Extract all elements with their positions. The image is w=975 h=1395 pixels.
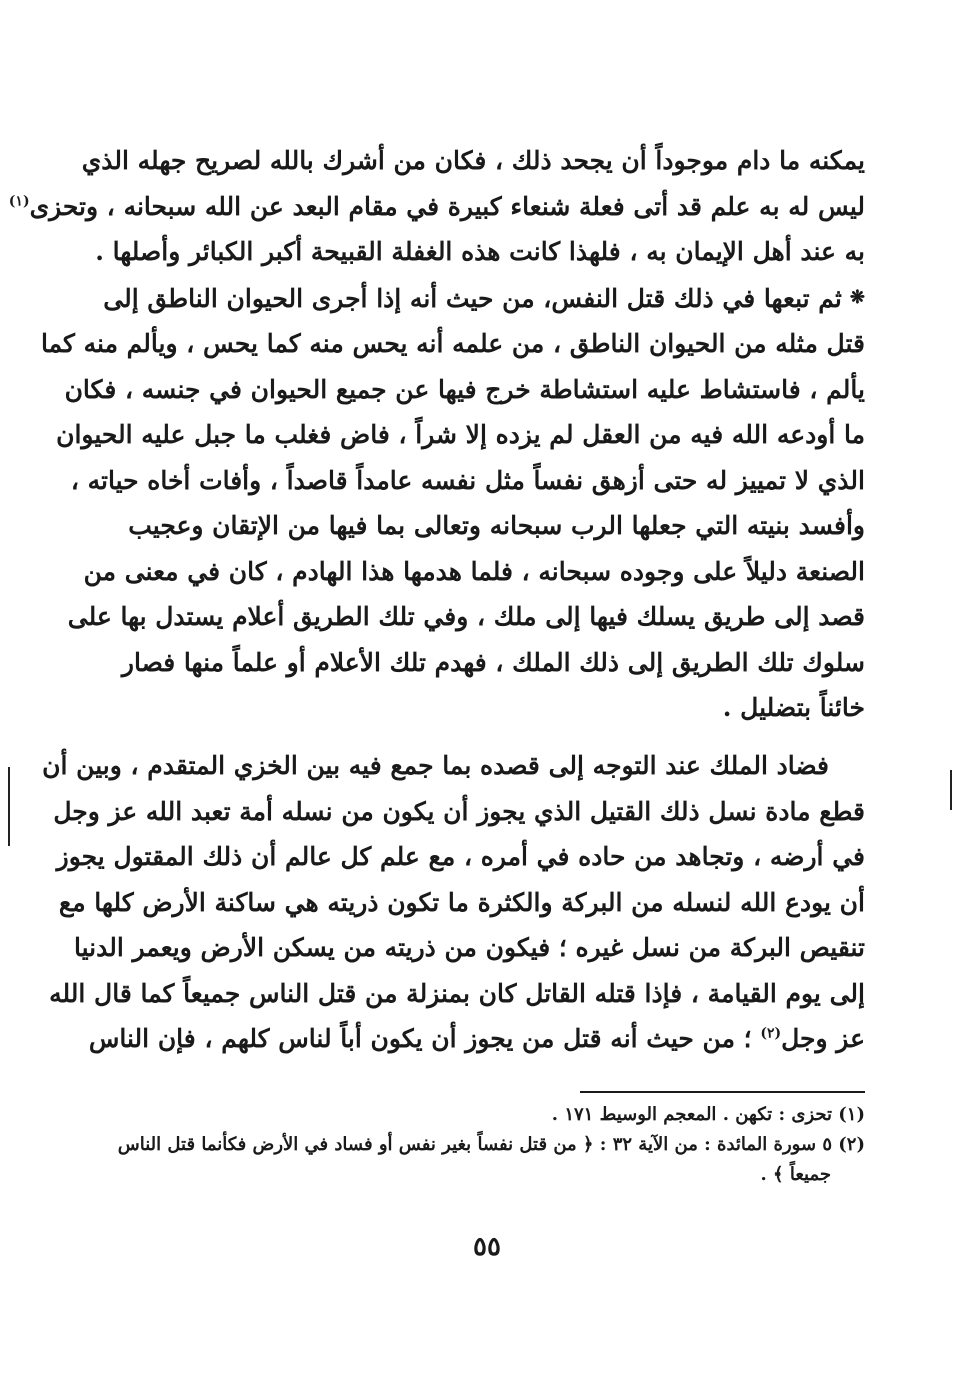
text-line: قتل مثله من الحيوان الناطق ، من علمه أنه يحس منه كما يحس ، ويألم منه كما xyxy=(40,329,865,358)
text-line: خائناً بتضليل . xyxy=(722,693,865,722)
footnote-ref: (١) xyxy=(8,193,30,210)
text-line: به عند أهل الإيمان به ، فلهذا كانت هذه الغفلة القبيحة أكبر الكبائر وأصلها . xyxy=(95,237,865,266)
text-line xyxy=(88,1016,865,1062)
text-line: الذي لا تمييز له حتى أزهق نفساً مثل نفسه عامداً قاصداً ، وأفات أخاه حياته ، xyxy=(70,465,865,495)
text-line: يألم ، فاستشاط عليه استشاطة خرج فيها عن جميع الحيوان في جنسه ، فكان xyxy=(64,374,865,404)
text-line: ما أودعه الله فيه من العقل لم يزده إلا شراً ، فاض فغلب ما جبل عليه الحيوان xyxy=(56,420,865,449)
text-line: أن يودع الله لنسله من البركة والكثرة ما تكون ذريته هي ساكنة الأرض كلها مع xyxy=(58,887,865,917)
page-number: ٥٥ xyxy=(473,1232,501,1262)
footnote-ref: (٢) xyxy=(760,1025,782,1042)
footnote-separator xyxy=(580,1091,865,1093)
quran-quote: ﴿ من قتل نفساً بغير نفس أو فساد في الأرض فكأنما قتل الناس xyxy=(117,1134,594,1155)
text-line: الصنعة دليلاً على وجوده سبحانه ، فلما هدمها هذا الهادم ، كان في معنى من xyxy=(83,556,865,586)
scan-margin-mark xyxy=(8,767,10,846)
text-line xyxy=(103,275,865,322)
text-line: إلى يوم القيامة ، فإذا قتله القاتل كان بمنزلة من قتل الناس جميعاً كما قال الله xyxy=(49,978,865,1008)
footnote-2-continued: جميعاً ﴾ . xyxy=(760,1164,831,1185)
footnote-1: (١) تحزى : تكهن . المعجم الوسيط ١٧١ . xyxy=(551,1104,865,1125)
scan-margin-mark xyxy=(950,770,952,810)
text-line: فضاد الملك عند التوجه إلى قصده بما جمع فيه بين الخزي المتقدم ، وبين أن xyxy=(42,751,829,780)
emphasis-run: قتل النفس xyxy=(551,283,666,313)
text-line: سلوك تلك الطريق إلى ذلك الملك ، فهدم تلك الأعلام أو علماً منها فصار xyxy=(121,647,865,677)
text-line: يمكنه ما دام موجوداً أن يجحد ذلك ، فكان من أشرك بالله لصريح جهله الذي xyxy=(81,146,865,175)
text-run: عز وجل xyxy=(781,1024,865,1053)
footnote-text: (٢) ٥ سورة المائدة : من الآية ٣٢ : xyxy=(599,1134,865,1155)
text-run: ثم تبعها في ذلك xyxy=(673,283,842,313)
text-run: ، من حيث أنه إذا أجرى الحيوان الناطق إلى xyxy=(103,283,552,313)
main-text xyxy=(8,138,865,731)
paragraph-marker: ❋ xyxy=(849,286,865,308)
footnotes xyxy=(117,1100,865,1190)
text-run: ؛ من حيث أنه قتل من يجوز أن يكون أباً لناس كلهم ، فإن الناس xyxy=(88,1024,752,1053)
text-line: تنقيص البركة من نسل غيره ؛ فيكون من ذريته من يسكن الأرض ويعمر الدنيا xyxy=(73,933,865,962)
footnote-2 xyxy=(117,1130,865,1160)
main-text xyxy=(42,743,865,1062)
text-line: قصد إلى طريق يسلك فيها إلى ملك ، وفي تلك الطريق أعلام يستدل بها على xyxy=(67,602,865,631)
text-line xyxy=(8,184,865,230)
text-line: قطع مادة نسل ذلك القتيل الذي يجوز أن يكون من نسله أمة تعبد الله عز وجل xyxy=(53,796,865,826)
text-line: وأفسد بنيته التي جعلها الرب سبحانه وتعالى بما فيها من الإتقان وعجيب xyxy=(128,511,865,540)
text-line: في أرضه ، وتجاهد من حاده في أمره ، مع علم كل عالم أن ذلك المقتول يجوز xyxy=(56,842,865,871)
text-run: ليس له به علم قد أتى فعلة شنعاء كبيرة في مقام البعد عن الله سبحانه ، وتحزى xyxy=(29,191,865,221)
